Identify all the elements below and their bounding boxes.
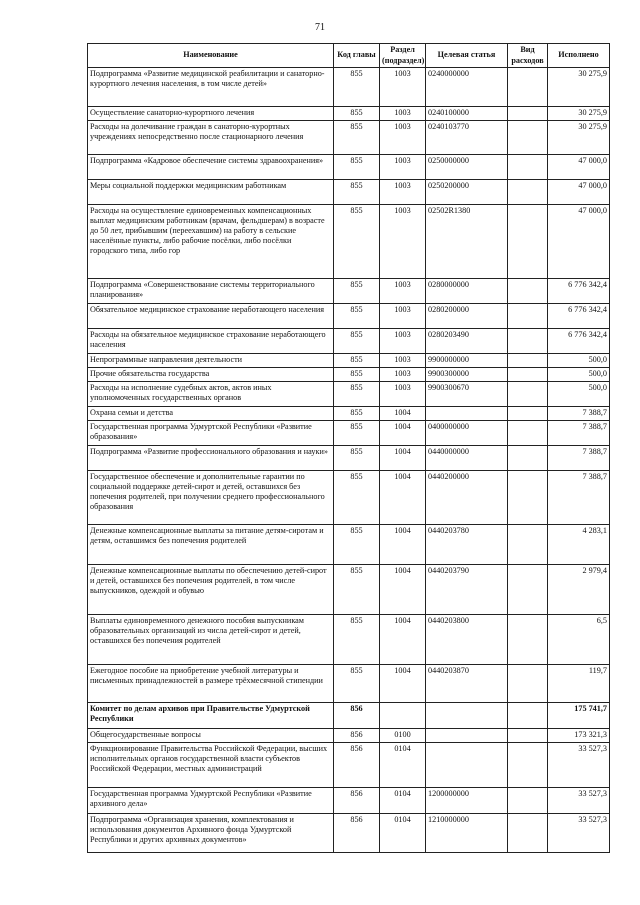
table-row — [88, 421, 610, 446]
table-row — [88, 329, 610, 354]
table-row — [88, 565, 610, 615]
table-row — [88, 788, 610, 814]
row-target: 1210000000 — [426, 814, 508, 853]
row-section: 1003 — [380, 155, 426, 180]
table-row — [88, 665, 610, 703]
row-name: Подпрограмма «Развитие медицинской реабилитации и санаторно-курортного лечения населения, в том числе детей» — [88, 68, 334, 107]
row-amount: 47 000,0 — [548, 205, 610, 279]
row-amount: 47 000,0 — [548, 155, 610, 180]
row-code: 855 — [334, 421, 380, 446]
row-name: Государственная программа Удмуртской Республики «Развитие архивного дела» — [88, 788, 334, 814]
row-name: Расходы на обязательное медицинское страхование неработающего населения — [88, 329, 334, 354]
row-amount: 6,5 — [548, 615, 610, 665]
row-amount: 30 275,9 — [548, 107, 610, 121]
row-code: 855 — [334, 615, 380, 665]
row-amount: 6 776 342,4 — [548, 304, 610, 329]
row-type — [508, 814, 548, 853]
row-name: Меры социальной поддержки медицинским работникам — [88, 180, 334, 205]
row-target: 0250200000 — [426, 180, 508, 205]
row-target: 0240100000 — [426, 107, 508, 121]
row-code: 855 — [334, 304, 380, 329]
row-amount: 173 321,3 — [548, 729, 610, 743]
row-section: 1003 — [380, 205, 426, 279]
table-row — [88, 354, 610, 368]
table-row — [88, 471, 610, 525]
row-amount: 6 776 342,4 — [548, 279, 610, 304]
row-target — [426, 407, 508, 421]
table-row — [88, 368, 610, 382]
row-amount: 7 388,7 — [548, 446, 610, 471]
row-name: Государственная программа Удмуртской Республики «Развитие образования» — [88, 421, 334, 446]
row-section: 1004 — [380, 565, 426, 615]
row-type — [508, 121, 548, 155]
row-type — [508, 525, 548, 565]
table-row — [88, 279, 610, 304]
row-code: 855 — [334, 107, 380, 121]
row-target: 0240103770 — [426, 121, 508, 155]
row-code: 855 — [334, 155, 380, 180]
row-type — [508, 703, 548, 729]
row-code: 855 — [334, 205, 380, 279]
row-amount: 7 388,7 — [548, 407, 610, 421]
row-target: 0280200000 — [426, 304, 508, 329]
row-target: 0400000000 — [426, 421, 508, 446]
row-section: 0104 — [380, 814, 426, 853]
row-section: 1004 — [380, 407, 426, 421]
row-code: 856 — [334, 788, 380, 814]
row-section: 1004 — [380, 525, 426, 565]
header-type: Вид расходов — [508, 44, 548, 68]
row-section: 1003 — [380, 368, 426, 382]
row-target — [426, 743, 508, 788]
row-target: 0440203790 — [426, 565, 508, 615]
row-type — [508, 788, 548, 814]
row-amount: 500,0 — [548, 382, 610, 407]
row-type — [508, 155, 548, 180]
row-amount: 2 979,4 — [548, 565, 610, 615]
row-type — [508, 407, 548, 421]
row-amount: 6 776 342,4 — [548, 329, 610, 354]
header-code: Код главы — [334, 44, 380, 68]
row-name: Общегосударственные вопросы — [88, 729, 334, 743]
row-section: 1004 — [380, 471, 426, 525]
row-section: 1003 — [380, 329, 426, 354]
row-target: 0240000000 — [426, 68, 508, 107]
row-type — [508, 354, 548, 368]
row-target: 02502R1380 — [426, 205, 508, 279]
row-section: 1004 — [380, 615, 426, 665]
row-code: 855 — [334, 446, 380, 471]
row-section: 1003 — [380, 68, 426, 107]
row-name: Денежные компенсационные выплаты за питание детям-сиротам и детям, оставшимся без попечения родителей — [88, 525, 334, 565]
row-section: 1003 — [380, 180, 426, 205]
row-code: 856 — [334, 743, 380, 788]
row-type — [508, 368, 548, 382]
row-type — [508, 329, 548, 354]
header-amount: Исполнено — [548, 44, 610, 68]
row-target: 0440000000 — [426, 446, 508, 471]
row-amount: 33 527,3 — [548, 743, 610, 788]
row-code: 855 — [334, 354, 380, 368]
row-target: 9900300000 — [426, 368, 508, 382]
row-amount: 500,0 — [548, 368, 610, 382]
row-amount: 47 000,0 — [548, 180, 610, 205]
table-row — [88, 525, 610, 565]
table-row — [88, 743, 610, 788]
row-target: 0440200000 — [426, 471, 508, 525]
header-target: Целевая статья — [426, 44, 508, 68]
row-type — [508, 615, 548, 665]
table-body — [88, 68, 610, 853]
row-name: Непрограммные направления деятельности — [88, 354, 334, 368]
row-name: Осуществление санаторно-курортного лечения — [88, 107, 334, 121]
row-section: 0100 — [380, 729, 426, 743]
row-code: 855 — [334, 279, 380, 304]
row-code: 855 — [334, 471, 380, 525]
row-type — [508, 382, 548, 407]
row-section: 1003 — [380, 121, 426, 155]
row-amount: 175 741,7 — [548, 703, 610, 729]
row-amount: 4 283,1 — [548, 525, 610, 565]
row-target: 0280000000 — [426, 279, 508, 304]
row-target: 1200000000 — [426, 788, 508, 814]
row-code: 855 — [334, 121, 380, 155]
row-target: 9900000000 — [426, 354, 508, 368]
row-name: Расходы на осуществление единовременных компенсационных выплат медицинским работникам (врачам, фельдшерам) в возрасте до 50 лет, прибывшим (переехавшим) на работу в сельские населённые пункты, либо рабочие посёлки, либо посёлки городского типа, либо гор — [88, 205, 334, 279]
table-row — [88, 68, 610, 107]
row-name: Подпрограмма «Совершенствование системы территориального планирования» — [88, 279, 334, 304]
row-target — [426, 729, 508, 743]
page-number: 71 — [315, 22, 325, 33]
row-amount: 7 388,7 — [548, 421, 610, 446]
row-target: 0440203780 — [426, 525, 508, 565]
row-target: 0280203490 — [426, 329, 508, 354]
row-amount: 30 275,9 — [548, 121, 610, 155]
row-type — [508, 743, 548, 788]
row-name: Комитет по делам архивов при Правительстве Удмуртской Республики — [88, 703, 334, 729]
row-target — [426, 703, 508, 729]
table-row — [88, 615, 610, 665]
row-target: 9900300670 — [426, 382, 508, 407]
row-name: Денежные компенсационные выплаты по обеспечению детей-сирот и детей, оставшихся без попечения родителей, в том числе выпускников, одеждой и обувью — [88, 565, 334, 615]
row-target: 0440203800 — [426, 615, 508, 665]
row-type — [508, 565, 548, 615]
table-row — [88, 814, 610, 853]
row-name: Обязательное медицинское страхование неработающего населения — [88, 304, 334, 329]
row-type — [508, 665, 548, 703]
row-amount: 33 527,3 — [548, 788, 610, 814]
row-code: 855 — [334, 329, 380, 354]
row-code: 856 — [334, 703, 380, 729]
table-row — [88, 121, 610, 155]
row-section: 0104 — [380, 788, 426, 814]
row-code: 855 — [334, 565, 380, 615]
row-type — [508, 107, 548, 121]
row-code: 855 — [334, 382, 380, 407]
budget-table — [87, 43, 610, 853]
row-section: 1004 — [380, 446, 426, 471]
row-target: 0250000000 — [426, 155, 508, 180]
row-code: 855 — [334, 180, 380, 205]
row-type — [508, 446, 548, 471]
table-header-row — [88, 44, 610, 68]
row-code: 856 — [334, 729, 380, 743]
row-name: Подпрограмма «Развитие профессионального образования и науки» — [88, 446, 334, 471]
row-name: Государственное обеспечение и дополнительные гарантии по социальной поддержке детей-сирот и детей, оставшихся без попечения родителей, при получении среднего профессионального образования — [88, 471, 334, 525]
row-name: Ежегодное пособие на приобретение учебной литературы и письменных принадлежностей в размере трёхмесячной стипендии — [88, 665, 334, 703]
row-section: 1003 — [380, 382, 426, 407]
row-target: 0440203870 — [426, 665, 508, 703]
row-section: 1003 — [380, 279, 426, 304]
row-name: Прочие обязательства государства — [88, 368, 334, 382]
table-row — [88, 407, 610, 421]
row-amount: 119,7 — [548, 665, 610, 703]
row-amount: 33 527,3 — [548, 814, 610, 853]
row-section: 0104 — [380, 743, 426, 788]
row-section: 1004 — [380, 665, 426, 703]
table-row — [88, 729, 610, 743]
row-section: 1004 — [380, 421, 426, 446]
row-section: 1003 — [380, 354, 426, 368]
row-amount: 500,0 — [548, 354, 610, 368]
header-name: Наименование — [88, 44, 334, 68]
row-code: 855 — [334, 407, 380, 421]
row-name: Охрана семьи и детства — [88, 407, 334, 421]
row-amount: 30 275,9 — [548, 68, 610, 107]
row-type — [508, 421, 548, 446]
table-row — [88, 155, 610, 180]
row-amount: 7 388,7 — [548, 471, 610, 525]
row-name: Расходы на долечивание граждан в санаторно-курортных учреждениях непосредственно после стационарного лечения — [88, 121, 334, 155]
row-type — [508, 471, 548, 525]
row-name: Выплаты единовременного денежного пособия выпускникам образовательных организаций из числа детей-сирот и детей, оставшихся без попечения родителей — [88, 615, 334, 665]
row-type — [508, 304, 548, 329]
row-type — [508, 729, 548, 743]
header-section: Раздел (подраздел) — [380, 44, 426, 68]
table-row — [88, 205, 610, 279]
table-row — [88, 180, 610, 205]
table-row — [88, 107, 610, 121]
row-name: Расходы на исполнение судебных актов, актов иных уполномоченных государственных органов — [88, 382, 334, 407]
table-row — [88, 703, 610, 729]
row-code: 855 — [334, 525, 380, 565]
row-code: 855 — [334, 68, 380, 107]
row-type — [508, 180, 548, 205]
row-section: 1003 — [380, 304, 426, 329]
row-name: Подпрограмма «Кадровое обеспечение системы здравоохранения» — [88, 155, 334, 180]
table-row — [88, 446, 610, 471]
row-section: 1003 — [380, 107, 426, 121]
row-type — [508, 205, 548, 279]
row-type — [508, 68, 548, 107]
row-code: 856 — [334, 814, 380, 853]
row-code: 855 — [334, 665, 380, 703]
row-name: Функционирование Правительства Российской Федерации, высших исполнительных органов государственной власти субъектов Российской Федерации, местных администраций — [88, 743, 334, 788]
row-code: 855 — [334, 368, 380, 382]
table-row — [88, 304, 610, 329]
row-section — [380, 703, 426, 729]
row-type — [508, 279, 548, 304]
table-row — [88, 382, 610, 407]
row-name: Подпрограмма «Организация хранения, комплектования и использования документов Архивного фонда Удмуртской Республики и других архивных документов» — [88, 814, 334, 853]
